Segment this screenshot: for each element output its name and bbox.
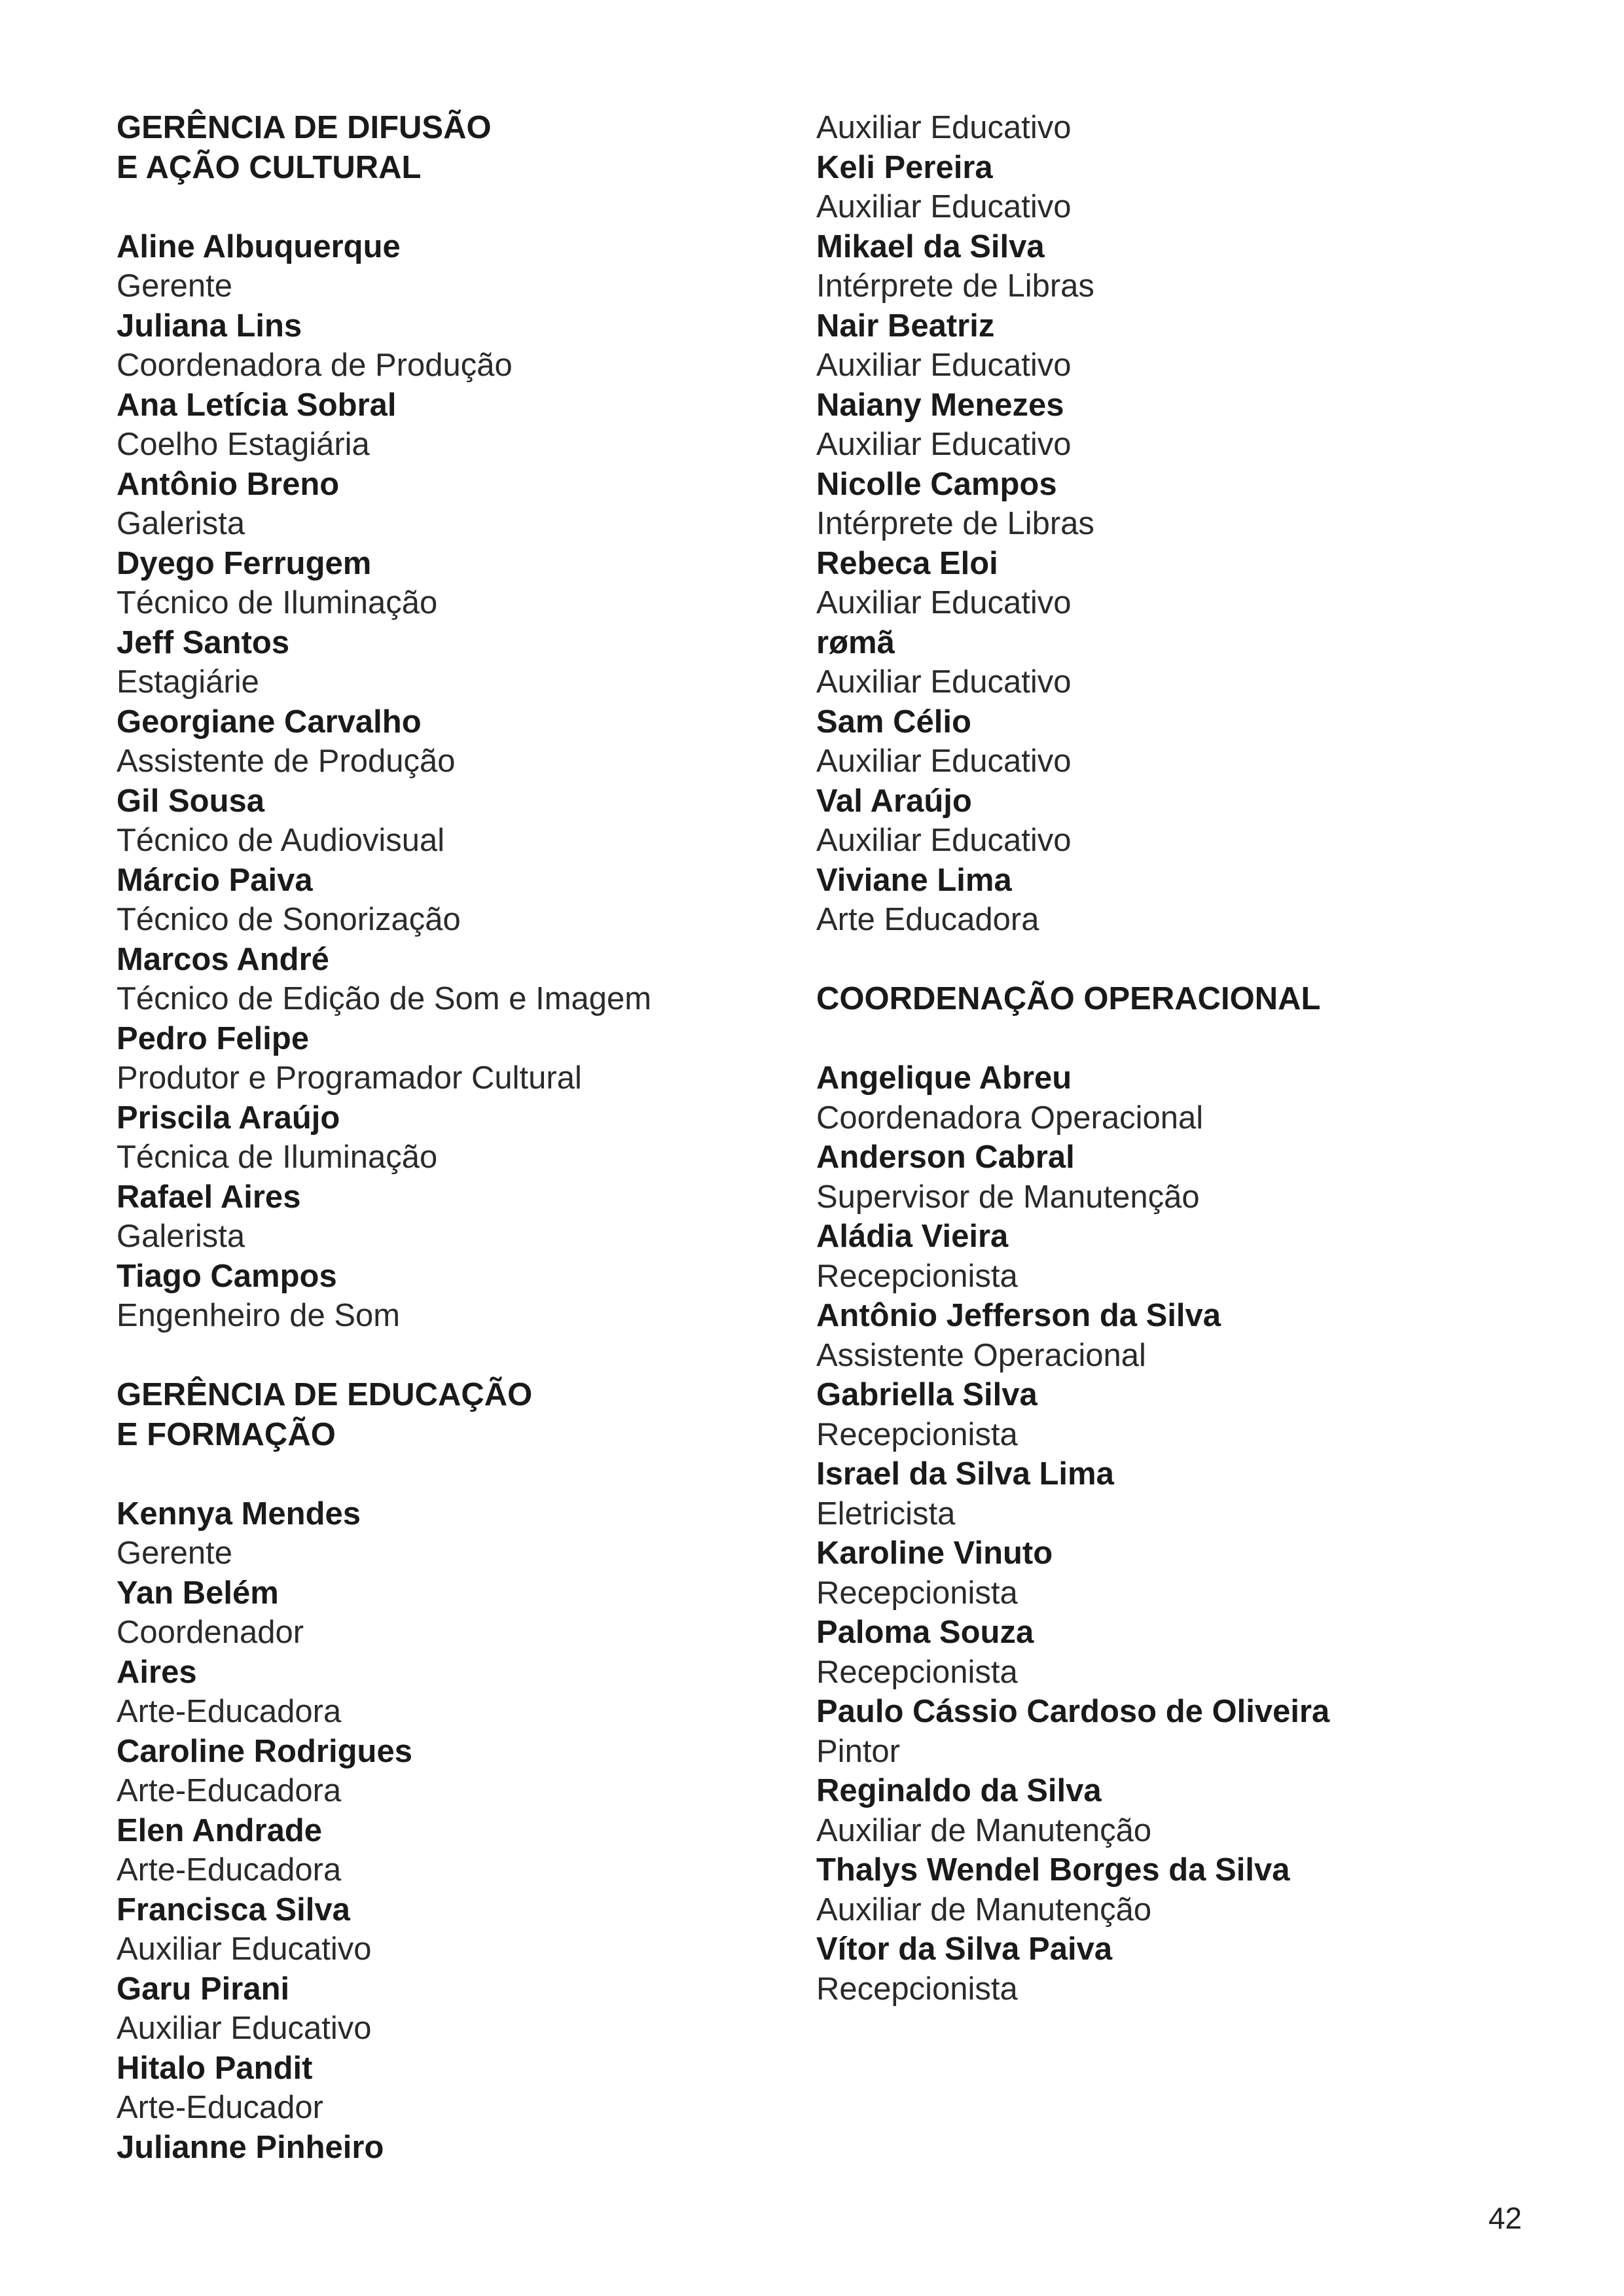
staff-name: Marcos André xyxy=(117,941,329,977)
staff-name: Thalys Wendel Borges da Silva xyxy=(816,1852,1290,1888)
staff-role: Gerente xyxy=(117,1535,233,1571)
staff-name: Aládia Vieira xyxy=(816,1219,1009,1254)
section-heading: E FORMAÇÃO xyxy=(117,1416,336,1452)
staff-role: Recepcionista xyxy=(816,1416,1018,1452)
staff-role: Galerista xyxy=(117,1219,245,1254)
staff-list-difusao xyxy=(117,227,771,1336)
staff-role: Auxiliar Educativo xyxy=(816,744,1072,779)
staff-name: Priscila Araújo xyxy=(117,1100,340,1136)
staff-role: Intérprete de Libras xyxy=(816,268,1094,304)
staff-name: Dyego Ferrugem xyxy=(117,545,372,581)
staff-name: Paulo Cássio Cardoso de Oliveira xyxy=(816,1694,1330,1729)
staff-name: Gil Sousa xyxy=(117,783,265,819)
staff-name: Georgiane Carvalho xyxy=(117,704,422,740)
staff-name: Mikael da Silva xyxy=(816,228,1045,264)
staff-role: Produtor e Programador Cultural xyxy=(117,1060,582,1096)
staff-name: Kennya Mendes xyxy=(117,1496,361,1532)
staff-name: Sam Célio xyxy=(816,704,971,740)
staff-name: Rafael Aires xyxy=(117,1179,301,1215)
staff-role: Técnico de Audiovisual xyxy=(117,823,445,858)
staff-role: Recepcionista xyxy=(816,1258,1018,1294)
staff-name: Antônio Breno xyxy=(117,466,340,502)
staff-role: Arte Educadora xyxy=(816,902,1039,937)
staff-name: Ana Letícia Sobral xyxy=(117,387,397,423)
right-column xyxy=(816,108,1471,2009)
staff-name: Hitalo Pandit xyxy=(117,2050,313,2086)
staff-name: Nicolle Campos xyxy=(816,466,1057,502)
section-heading: E AÇÃO CULTURAL xyxy=(117,149,422,185)
staff-role: Assistente Operacional xyxy=(816,1337,1146,1373)
staff-role: Auxiliar Educativo xyxy=(816,110,1072,145)
staff-role: Coelho Estagiária xyxy=(117,427,370,462)
staff-name: Márcio Paiva xyxy=(117,862,313,898)
staff-name: Gabriella Silva xyxy=(816,1377,1038,1412)
staff-role: Engenheiro de Som xyxy=(117,1298,401,1333)
staff-role: Técnico de Sonorização xyxy=(117,902,461,937)
staff-role: Auxiliar Educativo xyxy=(117,2011,372,2046)
staff-role: Coordenadora de Produção xyxy=(117,348,513,383)
staff-name: Israel da Silva Lima xyxy=(816,1456,1114,1492)
staff-name: Aline Albuquerque xyxy=(117,228,401,264)
section-heading: COORDENAÇÃO OPERACIONAL xyxy=(816,981,1321,1016)
staff-name: Juliana Lins xyxy=(117,308,302,344)
staff-name: Aires xyxy=(117,1654,197,1690)
staff-name: Naiany Menezes xyxy=(816,387,1064,423)
staff-role: Arte-Educadora xyxy=(117,1694,342,1729)
staff-name: Garu Pirani xyxy=(117,1971,290,2007)
staff-name: Yan Belém xyxy=(117,1575,279,1611)
staff-role: Intérprete de Libras xyxy=(816,506,1094,541)
staff-role: Auxiliar Educativo xyxy=(816,664,1072,700)
staff-role: Auxiliar de Manutenção xyxy=(816,1812,1152,1848)
staff-name: Jeff Santos xyxy=(117,624,290,660)
section-heading: GERÊNCIA DE DIFUSÃO xyxy=(117,110,492,145)
staff-role: Auxiliar Educativo xyxy=(816,189,1072,224)
staff-list-operacional xyxy=(816,1058,1471,2009)
staff-role: Supervisor de Manutenção xyxy=(816,1179,1200,1215)
staff-role: Recepcionista xyxy=(816,1654,1018,1690)
staff-name: Pedro Felipe xyxy=(117,1020,310,1056)
staff-name: Angelique Abreu xyxy=(816,1060,1072,1096)
staff-role: Técnico de Edição de Som e Imagem xyxy=(117,981,652,1016)
staff-name: Tiago Campos xyxy=(117,1258,337,1294)
staff-name: Rebeca Eloi xyxy=(816,545,998,581)
staff-role: Coordenadora Operacional xyxy=(816,1100,1204,1136)
staff-list-educacao-continued xyxy=(816,148,1471,940)
staff-name: Nair Beatriz xyxy=(816,308,995,344)
staff-role: Auxiliar Educativo xyxy=(816,348,1072,383)
staff-name: Caroline Rodrigues xyxy=(117,1733,412,1769)
staff-name: Val Araújo xyxy=(816,783,972,819)
section-heading: GERÊNCIA DE EDUCAÇÃO xyxy=(117,1377,533,1412)
left-column xyxy=(117,108,771,2167)
staff-role: Auxiliar de Manutenção xyxy=(816,1892,1152,1928)
staff-name: Francisca Silva xyxy=(117,1892,350,1928)
staff-role: Auxiliar Educativo xyxy=(816,823,1072,858)
staff-role: Arte-Educadora xyxy=(117,1773,342,1808)
staff-name: Julianne Pinheiro xyxy=(117,2129,384,2165)
staff-list-educacao xyxy=(117,1494,771,2128)
staff-role: Técnico de Iluminação xyxy=(117,585,438,620)
staff-name: Vítor da Silva Paiva xyxy=(816,1931,1113,1967)
staff-name: Keli Pereira xyxy=(816,149,993,185)
staff-name: Paloma Souza xyxy=(816,1615,1034,1650)
staff-role: Pintor xyxy=(816,1733,901,1769)
staff-role: Eletricista xyxy=(816,1496,956,1532)
staff-role: Recepcionista xyxy=(816,1971,1018,2007)
staff-name: Antônio Jefferson da Silva xyxy=(816,1298,1221,1333)
staff-role: Galerista xyxy=(117,506,245,541)
staff-name: Karoline Vinuto xyxy=(816,1535,1053,1571)
staff-role: Coordenador xyxy=(117,1615,304,1650)
staff-name: Reginaldo da Silva xyxy=(816,1773,1102,1808)
staff-role: Arte-Educador xyxy=(117,2090,323,2125)
staff-role: Auxiliar Educativo xyxy=(816,427,1072,462)
staff-name: rømã xyxy=(816,624,895,660)
page-number: 42 xyxy=(1488,2201,1522,2235)
staff-role: Auxiliar Educativo xyxy=(117,1931,372,1967)
staff-role: Auxiliar Educativo xyxy=(816,585,1072,620)
staff-role: Assistente de Produção xyxy=(117,744,456,779)
staff-name: Viviane Lima xyxy=(816,862,1012,898)
staff-role: Recepcionista xyxy=(816,1575,1018,1611)
staff-role: Técnica de Iluminação xyxy=(117,1139,438,1175)
staff-role: Arte-Educadora xyxy=(117,1852,342,1888)
staff-name: Anderson Cabral xyxy=(816,1139,1075,1175)
staff-role: Gerente xyxy=(117,268,233,304)
staff-name: Elen Andrade xyxy=(117,1812,323,1848)
staff-role: Estagiárie xyxy=(117,664,259,700)
